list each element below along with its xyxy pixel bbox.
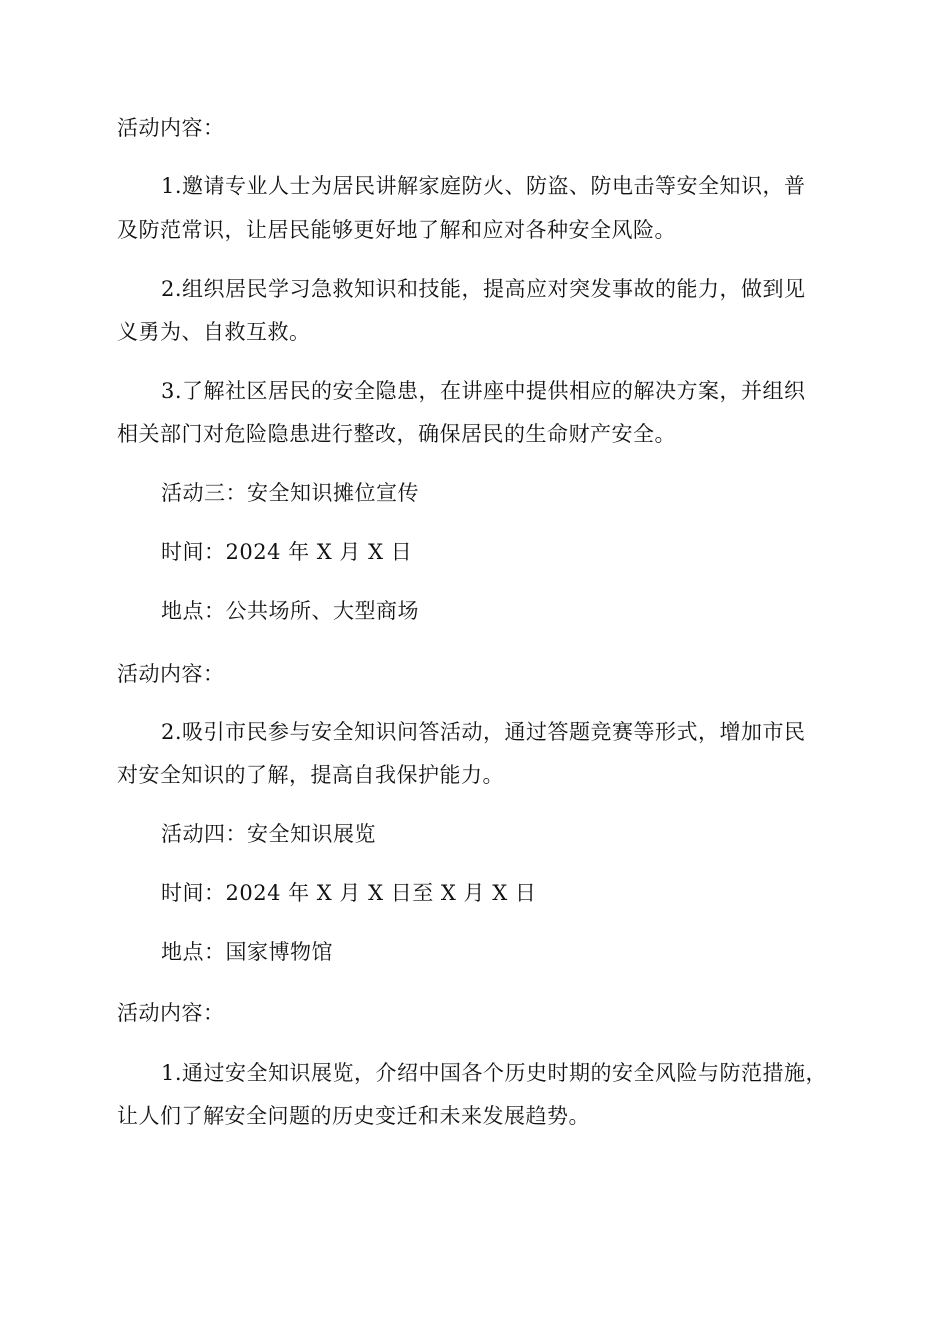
activity-three-title: 活动三：安全知识摊位宣传 bbox=[161, 481, 419, 505]
activity-three-time: 时间：2024 年 X 月 X 日 bbox=[161, 540, 413, 564]
activity-four-title: 活动四：安全知识展览 bbox=[161, 822, 376, 846]
paragraph-3-line-2: 相关部门对危险隐患进行整改，确保居民的生命财产安全。 bbox=[117, 422, 676, 446]
paragraph-5-line-1: 1.通过安全知识展览，介绍中国各个历史时期的安全风险与防范措施， bbox=[161, 1061, 828, 1085]
paragraph-5-line-2: 让人们了解安全问题的历史变迁和未来发展趋势。 bbox=[117, 1104, 590, 1128]
paragraph-2-line-1: 2.组织居民学习急救知识和技能，提高应对突发事故的能力，做到见 bbox=[161, 277, 806, 301]
paragraph-3-line-1: 3.了解社区居民的安全隐患，在讲座中提供相应的解决方案，并组织 bbox=[161, 379, 806, 403]
paragraph-1-line-2: 及防范常识，让居民能够更好地了解和应对各种安全风险。 bbox=[117, 218, 676, 242]
section-heading-activity-content-2: 活动内容： bbox=[117, 662, 225, 686]
paragraph-2-line-2: 义勇为、自救互救。 bbox=[117, 320, 311, 344]
activity-four-location: 地点：国家博物馆 bbox=[161, 940, 333, 964]
paragraph-1-line-1: 1.邀请专业人士为居民讲解家庭防火、防盗、防电击等安全知识，普 bbox=[161, 174, 806, 198]
section-heading-activity-content-1: 活动内容： bbox=[117, 116, 225, 140]
section-heading-activity-content-3: 活动内容： bbox=[117, 1001, 225, 1025]
paragraph-4-line-2: 对安全知识的了解，提高自我保护能力。 bbox=[117, 763, 504, 787]
activity-four-time: 时间：2024 年 X 月 X 日至 X 月 X 日 bbox=[161, 881, 537, 905]
activity-three-location: 地点：公共场所、大型商场 bbox=[161, 599, 419, 623]
paragraph-4-line-1: 2.吸引市民参与安全知识问答活动，通过答题竞赛等形式，增加市民 bbox=[161, 720, 806, 744]
